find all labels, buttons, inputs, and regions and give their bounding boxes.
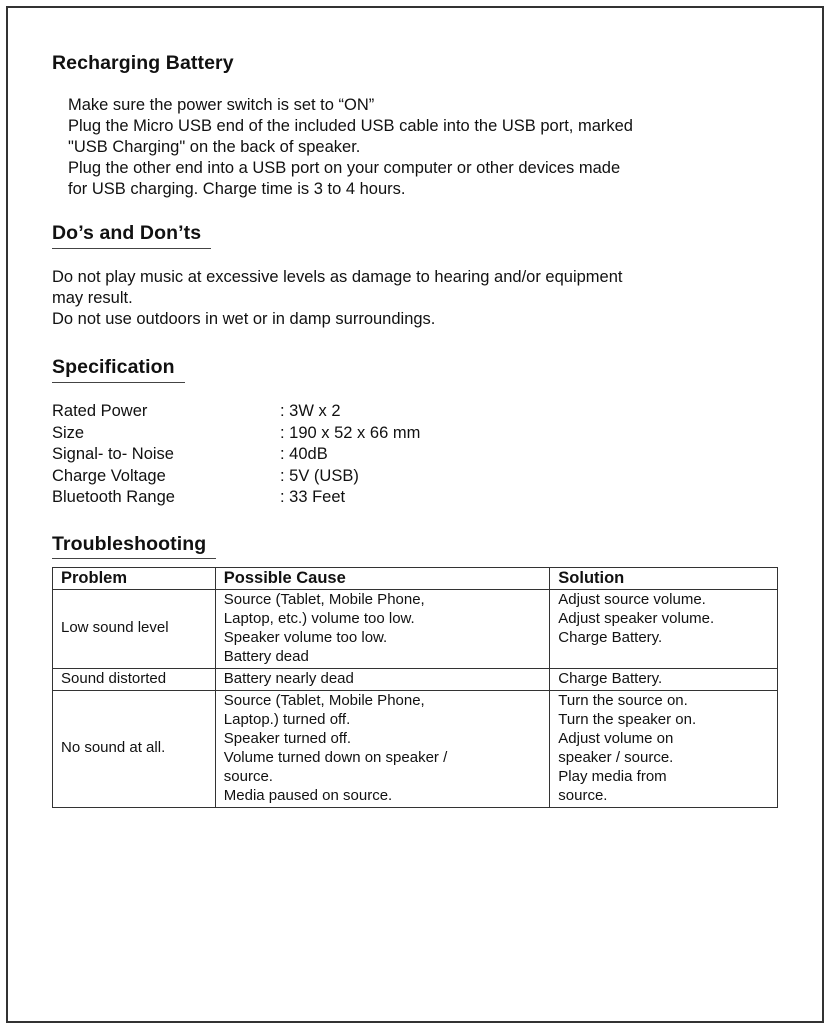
column-header-problem: Problem xyxy=(53,567,216,589)
spec-row xyxy=(52,401,792,423)
troubleshooting-table xyxy=(52,567,778,808)
specification-section xyxy=(52,356,792,509)
spec-row xyxy=(52,423,792,445)
cause-cell xyxy=(215,668,550,690)
solution-line: Charge Battery. xyxy=(558,669,663,687)
spec-value: : 5V (USB) xyxy=(280,466,359,485)
spec-label: Charge Voltage xyxy=(52,466,166,485)
solution-line: Adjust speaker volume. xyxy=(558,609,715,627)
spec-row xyxy=(52,487,792,509)
cause-line: Speaker volume too low. xyxy=(223,628,388,646)
solution-line: source. xyxy=(558,786,608,804)
column-header-cause: Possible Cause xyxy=(215,567,550,589)
recharging-line: Plug the Micro USB end of the included USB cable into the USB port, marked xyxy=(68,117,633,135)
problem-cell: Sound distorted xyxy=(53,668,216,690)
spec-value: : 40dB xyxy=(280,445,328,463)
dos-and-donts-text xyxy=(52,267,792,330)
recharging-instructions xyxy=(52,95,792,200)
cause-line: Laptop.) turned off. xyxy=(223,710,351,728)
recharging-line: "USB Charging" on the back of speaker. xyxy=(68,138,361,156)
solution-cell xyxy=(550,690,778,807)
dos-line: may result. xyxy=(52,289,133,307)
recharging-heading: Recharging Battery xyxy=(52,52,234,74)
solution-cell xyxy=(550,589,778,668)
cause-line: Source (Tablet, Mobile Phone, xyxy=(223,590,425,608)
solution-line: Adjust volume on xyxy=(558,729,674,747)
spec-value: : 33 Feet xyxy=(280,488,346,506)
solution-line: speaker / source. xyxy=(558,748,674,766)
solution-line: Adjust source volume. xyxy=(558,590,706,608)
cause-line: Media paused on source. xyxy=(223,786,393,804)
table-header-row xyxy=(53,567,778,589)
cause-line: source. xyxy=(223,767,273,785)
document-page xyxy=(6,6,824,1023)
cause-line: Battery dead xyxy=(223,647,309,665)
problem-cell: No sound at all. xyxy=(53,690,216,807)
cause-line: Source (Tablet, Mobile Phone, xyxy=(223,691,425,709)
spec-value: : 190 x 52 x 66 mm xyxy=(280,423,421,442)
spec-value: : 3W x 2 xyxy=(280,402,341,420)
problem-cell: Low sound level xyxy=(53,589,216,668)
solution-cell xyxy=(550,668,778,690)
cause-cell xyxy=(215,690,550,807)
specification-heading: Specification xyxy=(52,356,185,383)
table-row xyxy=(53,690,778,807)
spec-label: Signal- to- Noise xyxy=(52,445,174,463)
column-header-solution: Solution xyxy=(550,567,778,589)
troubleshooting-section xyxy=(52,533,792,808)
recharging-line: for USB charging. Charge time is 3 to 4 hours. xyxy=(68,180,406,198)
document-content xyxy=(52,52,792,808)
spec-label: Rated Power xyxy=(52,402,148,420)
troubleshooting-heading: Troubleshooting xyxy=(52,533,216,559)
solution-line: Charge Battery. xyxy=(558,628,663,646)
dos-line: Do not play music at excessive levels as damage to hearing and/or equipment xyxy=(52,268,623,286)
dos-and-donts-section xyxy=(52,222,792,330)
solution-line: Turn the source on. xyxy=(558,691,688,709)
cause-line: Battery nearly dead xyxy=(223,669,354,687)
table-row xyxy=(53,668,778,690)
solution-line: Turn the speaker on. xyxy=(558,710,697,728)
cause-line: Volume turned down on speaker / xyxy=(223,748,448,766)
spec-row xyxy=(52,444,792,466)
table-row xyxy=(53,589,778,668)
cause-line: Laptop, etc.) volume too low. xyxy=(223,609,415,627)
spec-row xyxy=(52,466,792,488)
spec-label: Bluetooth Range xyxy=(52,488,175,506)
recharging-line: Make sure the power switch is set to “ON” xyxy=(68,96,375,114)
spec-label: Size xyxy=(52,423,85,442)
dos-and-donts-heading: Do’s and Don’ts xyxy=(52,222,211,249)
dos-line: Do not use outdoors in wet or in damp surroundings. xyxy=(52,310,436,328)
solution-line: Play media from xyxy=(558,767,667,785)
recharging-section xyxy=(52,52,792,200)
cause-line: Speaker turned off. xyxy=(223,729,352,747)
specification-list xyxy=(52,401,792,509)
cause-cell xyxy=(215,589,550,668)
recharging-line: Plug the other end into a USB port on your computer or other devices made xyxy=(68,159,621,177)
